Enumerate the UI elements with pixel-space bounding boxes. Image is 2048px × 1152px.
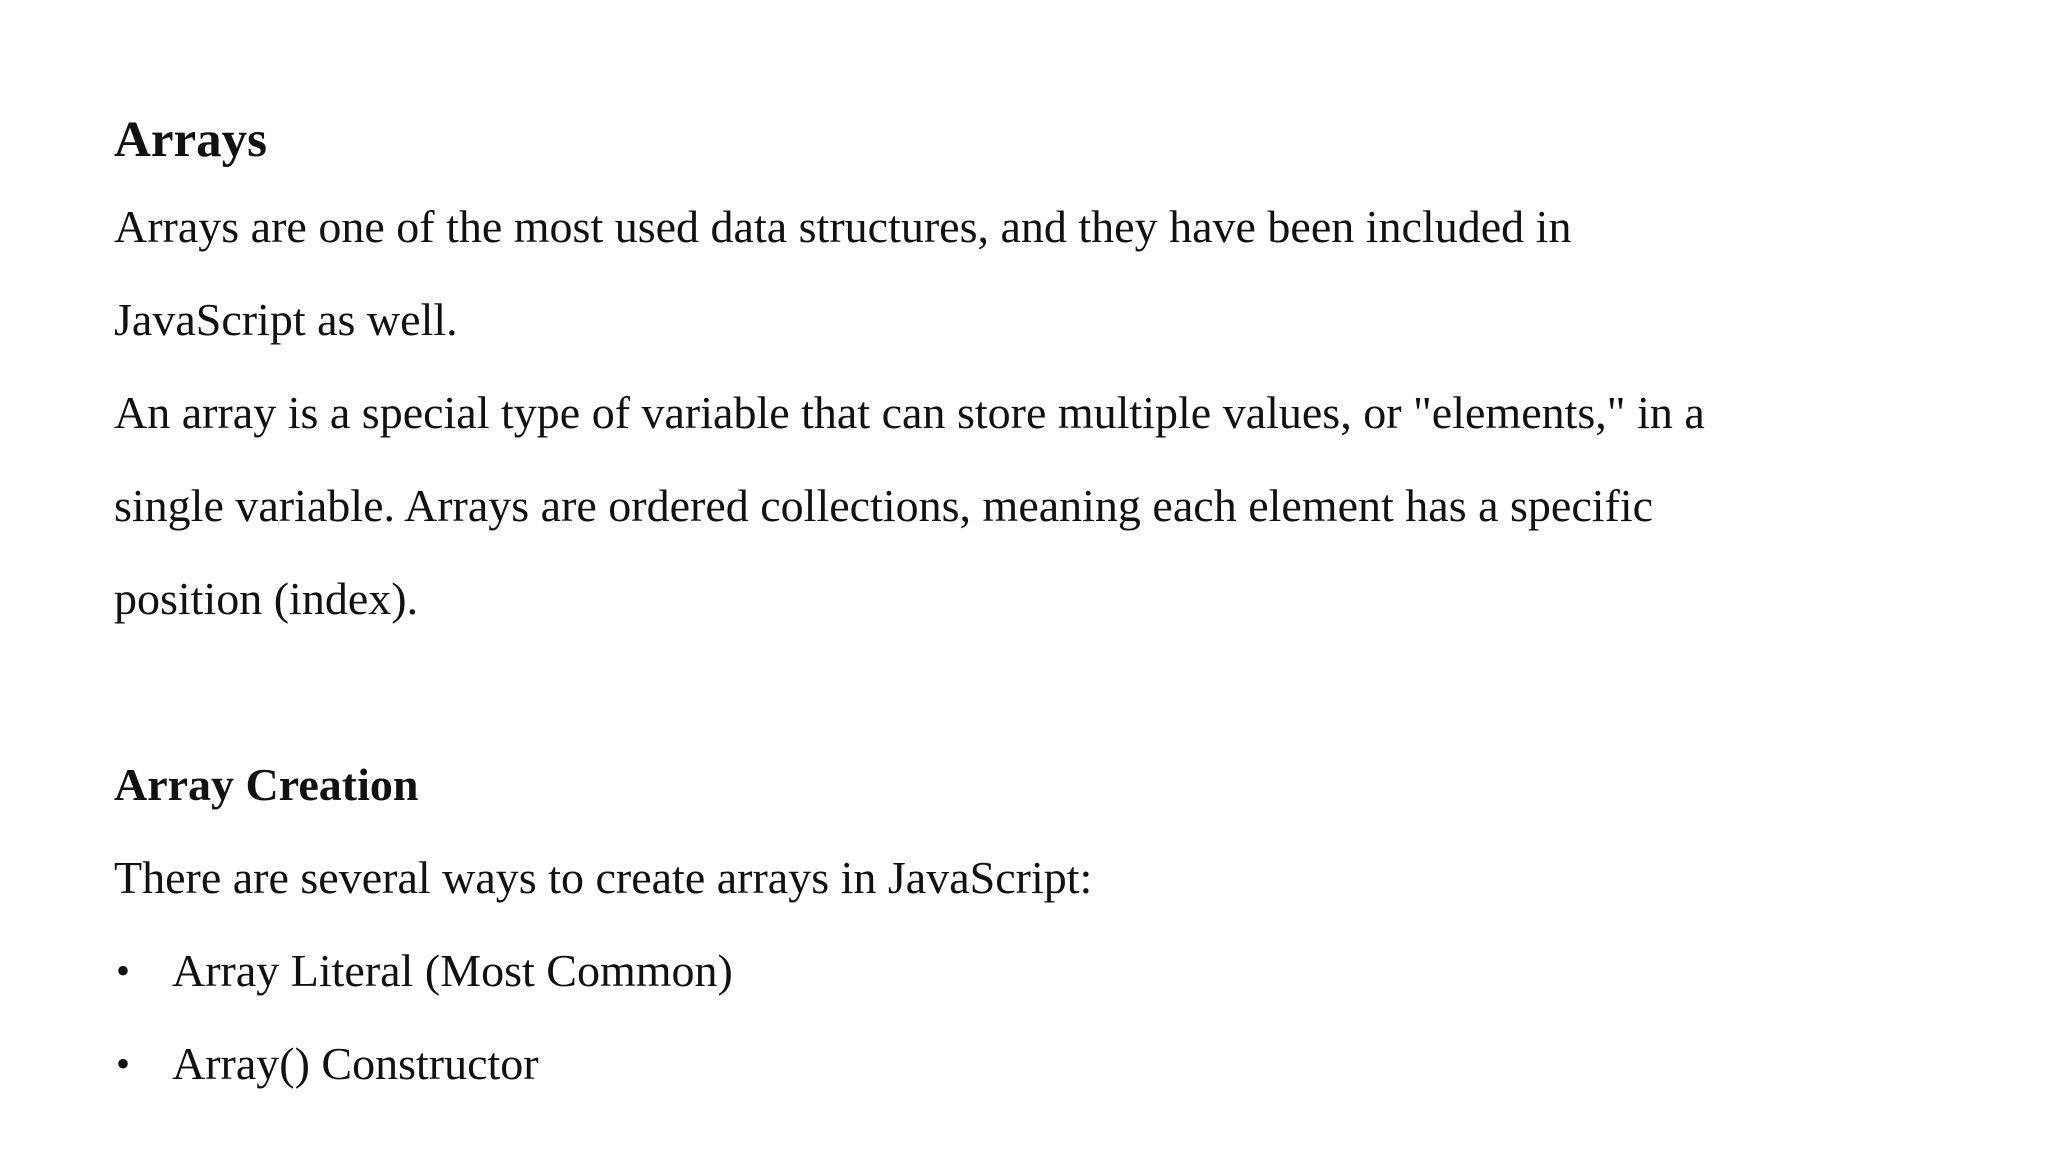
paragraph-line: An array is a special type of variable that can store multiple values, or "elements," in a	[114, 387, 1705, 438]
section-spacer	[114, 645, 1954, 738]
paragraph-line: JavaScript as well.	[114, 294, 458, 345]
bullet-icon: •	[116, 948, 131, 993]
list-item-label: Array() Constructor	[172, 1038, 539, 1089]
list-item	[114, 1017, 1954, 1110]
list-item	[114, 924, 1954, 1017]
paragraph-line: position (index).	[114, 573, 419, 624]
paragraph-line: Arrays are one of the most used data structures, and they have been included in	[114, 201, 1572, 252]
bullet-icon: •	[116, 1041, 131, 1086]
section-title-array-creation: Array Creation	[114, 759, 419, 810]
bullet-list	[114, 924, 1954, 1110]
paragraph-line: single variable. Arrays are ordered collections, meaning each element has a specific	[114, 480, 1654, 531]
section-title-arrays: Arrays	[114, 112, 267, 168]
page-content	[114, 100, 1954, 1110]
section-intro: There are several ways to create arrays in JavaScript:	[114, 852, 1093, 903]
list-item-label: Array Literal (Most Common)	[172, 945, 733, 996]
